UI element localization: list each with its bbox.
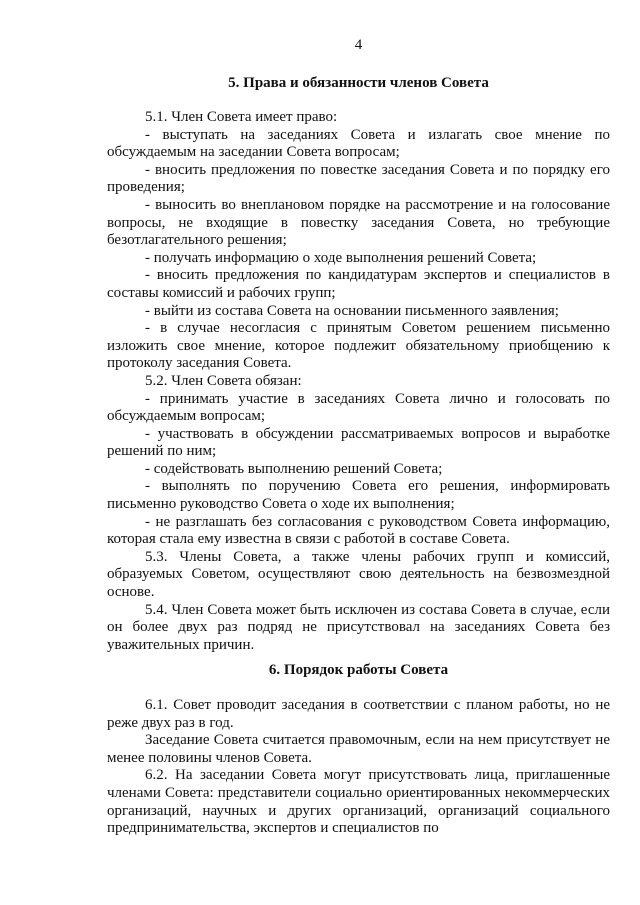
paragraph: - не разглашать без согласования с руководством Совета информацию, которая стала ему известна в связи с работой в составе Совета. <box>107 513 610 548</box>
paragraph: - выступать на заседаниях Совета и излагать свое мнение по обсуждаемым на заседании Совета вопросам; <box>107 126 610 161</box>
paragraph: 5.2. Член Совета обязан: <box>145 372 302 389</box>
paragraph: - в случае несогласия с принятым Советом решением письменно изложить свое мнение, которое подлежит обязательному приобщению к протоколу заседания Совета. <box>107 320 610 372</box>
paragraph: - вносить предложения по повестке заседания Совета и по порядку его проведения; <box>107 161 610 196</box>
paragraph: - выполнять по поручению Совета его решения, информировать письменно руководство Совета о ходе их выполнения; <box>107 478 610 513</box>
section-5-body <box>107 109 610 654</box>
paragraph: - участвовать в обсуждении рассматриваемых вопросов и выработке решений по ним; <box>107 425 610 460</box>
paragraph: 5.1. Член Совета имеет право: <box>145 109 338 125</box>
section-5-heading: 5. Права и обязанности членов Совета <box>228 75 489 91</box>
paragraph: - принимать участие в заседаниях Совета лично и голосовать по обсуждаемым вопросам; <box>107 390 610 425</box>
page-number: 4 <box>354 37 363 53</box>
paragraph: 6.1. Совет проводит заседания в соответствии с планом работы, но не реже двух раз в год. <box>107 697 610 731</box>
paragraph: 6.2. На заседании Совета могут присутствовать лица, приглашенные членами Совета: представители социально ориентированных некоммерческих организаций, научных и других организаций, организаций социального предпринимательства, экспертов и специалистов по <box>107 767 610 837</box>
paragraph: - вносить предложения по кандидатурам экспертов и специалистов в составы комиссий и рабочих групп; <box>107 267 610 301</box>
paragraph: 5.4. Член Совета может быть исключен из состава Совета в случае, если он более двух раз подряд не присутствовал на заседаниях Совета без уважительных причин. <box>107 601 610 653</box>
paragraph: 5.3. Члены Совета, а также члены рабочих групп и комиссий, образуемых Советом, осуществляют свою деятельность на безвозмездной основе. <box>107 548 610 601</box>
section-6-body <box>107 697 610 838</box>
paragraph: Заседание Совета считается правомочным, если на нем присутствует не менее половины членов Совета. <box>107 732 610 766</box>
paragraph: - получать информацию о ходе выполнения решений Совета; <box>145 249 537 266</box>
paragraph: - выйти из состава Совета на основании письменного заявления; <box>145 302 559 319</box>
paragraph: - содействовать выполнению решений Совета; <box>145 460 443 477</box>
section-6-heading: 6. Порядок работы Совета <box>268 662 449 678</box>
paragraph: - выносить во внеплановом порядке на рассмотрение и на голосование вопросы, не входящие в повестку заседания Совета, но требующие безотлагательного решения; <box>107 196 610 249</box>
